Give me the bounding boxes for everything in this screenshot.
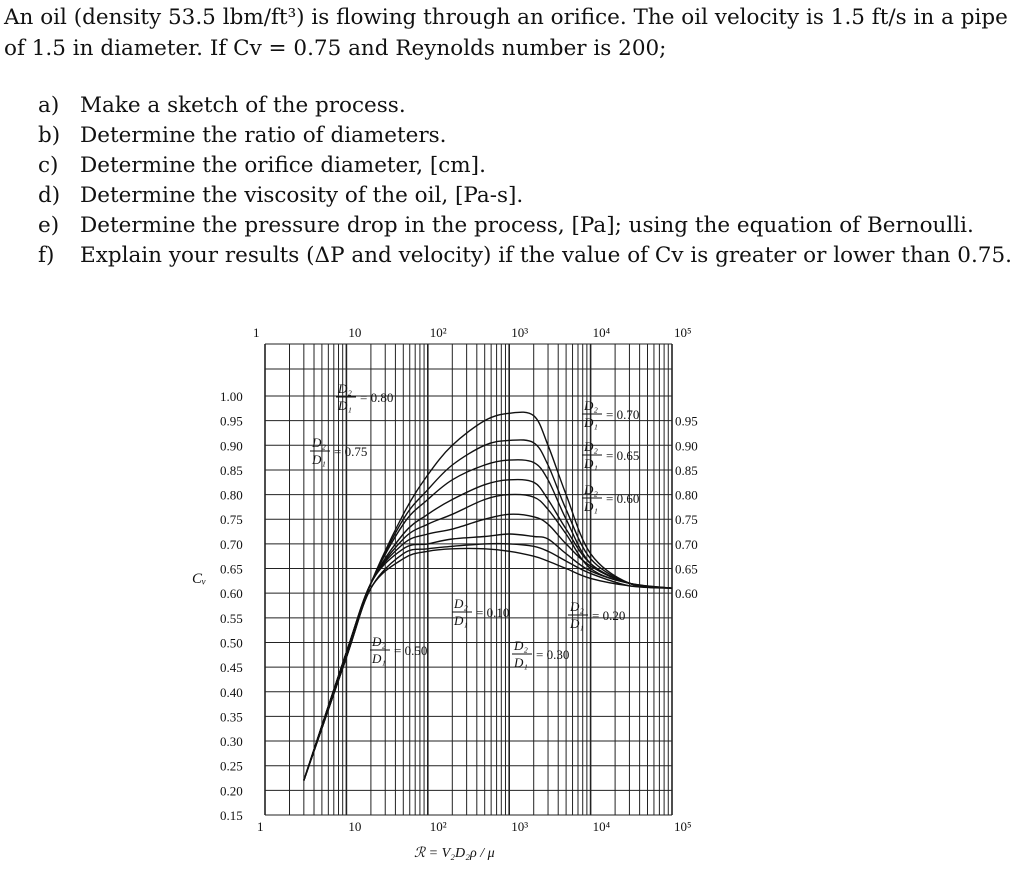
x-tick-label-bottom: 1: [257, 819, 264, 834]
ratio-numerator: D₂: [312, 435, 326, 450]
y-tick-label-left: 0.95: [220, 413, 243, 429]
y-tick-label-right: 0.60: [675, 586, 698, 602]
x-tick-label-top: 10⁴: [592, 325, 611, 340]
ratio-annotation: [370, 634, 427, 666]
ratio-denominator: D₁: [584, 415, 598, 430]
y-tick-label-left: 0.85: [220, 462, 243, 478]
x-tick-label-bottom: 10⁵: [674, 819, 692, 834]
cv-curve-21030: [304, 534, 672, 781]
y-tick-label-left: 0.75: [220, 512, 243, 528]
ratio-annotation: [582, 398, 639, 430]
x-tick-label-bottom: 10³: [511, 819, 529, 834]
ratio-value: = 0.60: [606, 491, 640, 506]
question-text: Determine the ratio of diameters.: [80, 123, 447, 148]
question-text: Determine the viscosity of the oil, [Pa-s].: [80, 183, 524, 208]
ratio-numerator: D₂: [454, 596, 468, 611]
ratio-value: = 0.65: [606, 448, 640, 463]
chart-curves: [304, 412, 672, 780]
question-label: d): [38, 183, 61, 208]
ratio-denominator: D₁: [514, 655, 528, 670]
question-text: Determine the pressure drop in the process, [Pa]; using the equation of Bernoulli.: [80, 213, 974, 238]
ratio-numerator: D₂: [570, 599, 584, 614]
ratio-denominator: D₁: [312, 452, 326, 467]
y-tick-label-right: 0.75: [675, 512, 698, 528]
cv-curve-21060: [304, 494, 672, 780]
y-tick-label-right: 0.80: [675, 487, 698, 503]
ratio-numerator: D₂: [514, 638, 528, 653]
y-tick-label-left: 0.70: [220, 536, 243, 552]
ratio-denominator: D₁: [338, 398, 352, 413]
ratio-annotation: [452, 596, 509, 628]
y-tick-label-right: 0.85: [675, 462, 698, 478]
ratio-numerator: D₂: [338, 381, 352, 396]
y-tick-label-left: 0.20: [220, 783, 243, 799]
y-tick-label-left: 0.15: [220, 808, 243, 823]
ratio-value: = 0.20: [592, 608, 626, 623]
y-tick-label-left: 0.60: [220, 586, 243, 602]
problem-line-1: An oil (density 53.5 lbm/ft³) is flowing through an orifice. The oil velocity is 1.5 ft/s in a pipe: [4, 5, 1008, 30]
ratio-annotation: [582, 482, 639, 514]
question-label: c): [38, 153, 59, 178]
y-tick-label-left: 0.40: [220, 684, 243, 700]
x-tick-label-bottom: 10: [348, 819, 362, 834]
y-tick-label-left: 0.25: [220, 758, 243, 774]
x-tick-label-top: 10⁵: [674, 325, 692, 340]
cv-curve-21050: [304, 514, 672, 780]
ratio-numerator: D₂: [372, 634, 386, 649]
ratio-value: = 0.30: [536, 647, 570, 662]
ratio-annotation: [568, 599, 625, 631]
x-tick-label-top: 1: [253, 325, 260, 340]
question-text: Make a sketch of the process.: [80, 93, 406, 118]
x-tick-label-bottom: 10²: [429, 819, 447, 834]
ratio-value: = 0.75: [334, 444, 368, 459]
y-tick-label-left: 0.65: [220, 561, 243, 577]
ratio-denominator: D₁: [454, 613, 468, 628]
question-label: a): [38, 93, 60, 118]
y-tick-label-left: 1.00: [220, 389, 243, 404]
ratio-value: = 0.80: [360, 390, 394, 405]
x-tick-label-top: 10: [348, 325, 362, 340]
x-tick-label-top: 10³: [511, 325, 529, 340]
ratio-numerator: D₂: [584, 482, 598, 497]
y-tick-label-left: 0.80: [220, 487, 243, 503]
question-label: f): [38, 243, 55, 268]
ratio-denominator: D₁: [570, 616, 584, 631]
ratio-annotation: [582, 439, 639, 471]
ratio-value: = 0.70: [606, 407, 640, 422]
y-tick-label-left: 0.30: [220, 734, 243, 750]
cv-curve-21065: [304, 480, 672, 781]
y-tick-label-left: 0.45: [220, 660, 243, 676]
question-text: Explain your results (ΔP and velocity) if the value of Cv is greater or lower than 0.75.: [80, 243, 1012, 268]
question-text: Determine the orifice diameter, [cm].: [80, 153, 486, 178]
ratio-value: = 0.50: [394, 643, 428, 658]
x-axis-label: ℛ = V₂D₂ρ / μ: [414, 846, 495, 861]
y-tick-label-right: 0.65: [675, 561, 698, 577]
y-tick-label-right: 0.70: [675, 536, 698, 552]
ratio-numerator: D₂: [584, 439, 598, 454]
question-label: e): [38, 213, 60, 238]
question-label: b): [38, 123, 61, 148]
y-tick-label-left: 0.35: [220, 709, 243, 725]
y-tick-label-left: 0.90: [220, 438, 243, 454]
x-tick-label-top: 10²: [429, 325, 447, 340]
ratio-denominator: D₁: [584, 499, 598, 514]
y-tick-label-left: 0.55: [220, 610, 243, 626]
ratio-denominator: D₁: [372, 651, 386, 666]
y-axis-label: Cᵥ: [192, 571, 207, 587]
y-tick-label-right: 0.90: [675, 438, 698, 454]
x-tick-label-bottom: 10⁴: [592, 819, 611, 834]
ratio-value: = 0.10: [476, 605, 510, 620]
y-tick-label-left: 0.50: [220, 635, 243, 651]
y-tick-label-right: 0.95: [675, 413, 698, 429]
ratio-numerator: D₂: [584, 398, 598, 413]
cv-curve-21010: [304, 549, 672, 781]
problem-line-2: of 1.5 in diameter. If Cv = 0.75 and Reynolds number is 200;: [4, 36, 667, 61]
ratio-denominator: D₁: [584, 456, 598, 471]
cv-curve-21080: [304, 412, 672, 780]
